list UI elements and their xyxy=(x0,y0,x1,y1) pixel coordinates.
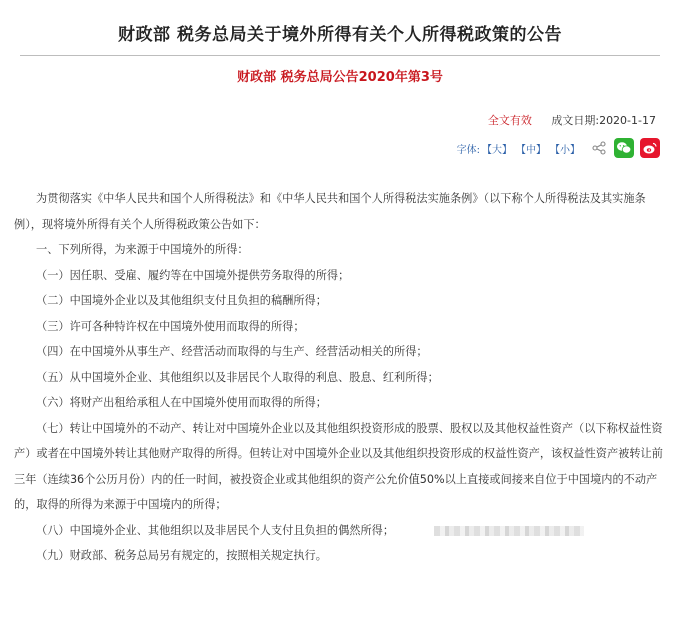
document-meta xyxy=(488,112,656,128)
share-icon[interactable] xyxy=(592,141,606,155)
weibo-icon[interactable] xyxy=(640,138,660,158)
font-size-label: 字体: xyxy=(456,144,480,156)
validity-status: 全文有效 xyxy=(487,114,532,127)
font-size-large-option[interactable]: 【大】 xyxy=(482,144,512,156)
document-number: 财政部 税务总局公告2020年第3号 xyxy=(237,70,443,85)
list-item: （七）转让中国境外的不动产、转让对中国境外企业以及其他组织投资形成的股票、股权以及其他权益性资产（以下称权益性资产）或者在中国境外转让其他财产取得的所得。但转让对中国境外企业以及其他组织投资形成的权益性资产，该权益性资产被转让前三年（连续36个公历月份）内的任一时间，被投资企业或其他组织的资产公允价值50%以上直接或间接来自位于中国境内的不动产的，取得的所得为来源于中国境内的所得； xyxy=(14,421,663,511)
list-item: （三）许可各种特许权在中国境外使用而取得的所得； xyxy=(36,319,305,333)
article-body xyxy=(14,186,666,569)
font-size-medium-option[interactable]: 【中】 xyxy=(516,144,546,156)
list-item-text: （八）中国境外企业、其他组织以及非居民个人支付且负担的偶然所得； xyxy=(36,523,395,537)
title-divider xyxy=(20,55,660,56)
list-item: （四）在中国境外从事生产、经营活动而取得的与生产、经营活动相关的所得； xyxy=(36,345,428,358)
page-title: 财政部 税务总局关于境外所得有关个人所得税政策的公告 xyxy=(118,25,562,45)
font-size-small-option[interactable]: 【小】 xyxy=(550,144,580,156)
intro-paragraph: 为贯彻落实《中华人民共和国个人所得税法》和《中华人民共和国个人所得税法实施条例》（以下称个人所得税法及其实施条例），现将境外所得有关个人所得税政策公告如下： xyxy=(14,192,646,231)
document-date: 成文日期:2020-1-17 xyxy=(551,114,656,127)
list-item: （五）从中国境外企业、其他组织以及非居民个人取得的利息、股息、红利所得； xyxy=(36,370,439,384)
list-item: （六）将财产出租给承租人在中国境外使用而取得的所得； xyxy=(36,396,327,409)
list-item: （二）中国境外企业以及其他组织支付且负担的稿酬所得； xyxy=(36,294,327,307)
list-item: （一）因任职、受雇、履约等在中国境外提供劳务取得的所得； xyxy=(36,268,350,282)
blurred-watermark xyxy=(434,526,584,536)
section-heading: 一、下列所得，为来源于中国境外的所得： xyxy=(36,243,249,256)
list-item-with-watermark xyxy=(14,518,666,544)
wechat-icon[interactable] xyxy=(614,138,634,158)
font-size-toolbar xyxy=(457,137,660,159)
list-item: （九）财政部、税务总局另有规定的，按照相关规定执行。 xyxy=(36,549,327,562)
